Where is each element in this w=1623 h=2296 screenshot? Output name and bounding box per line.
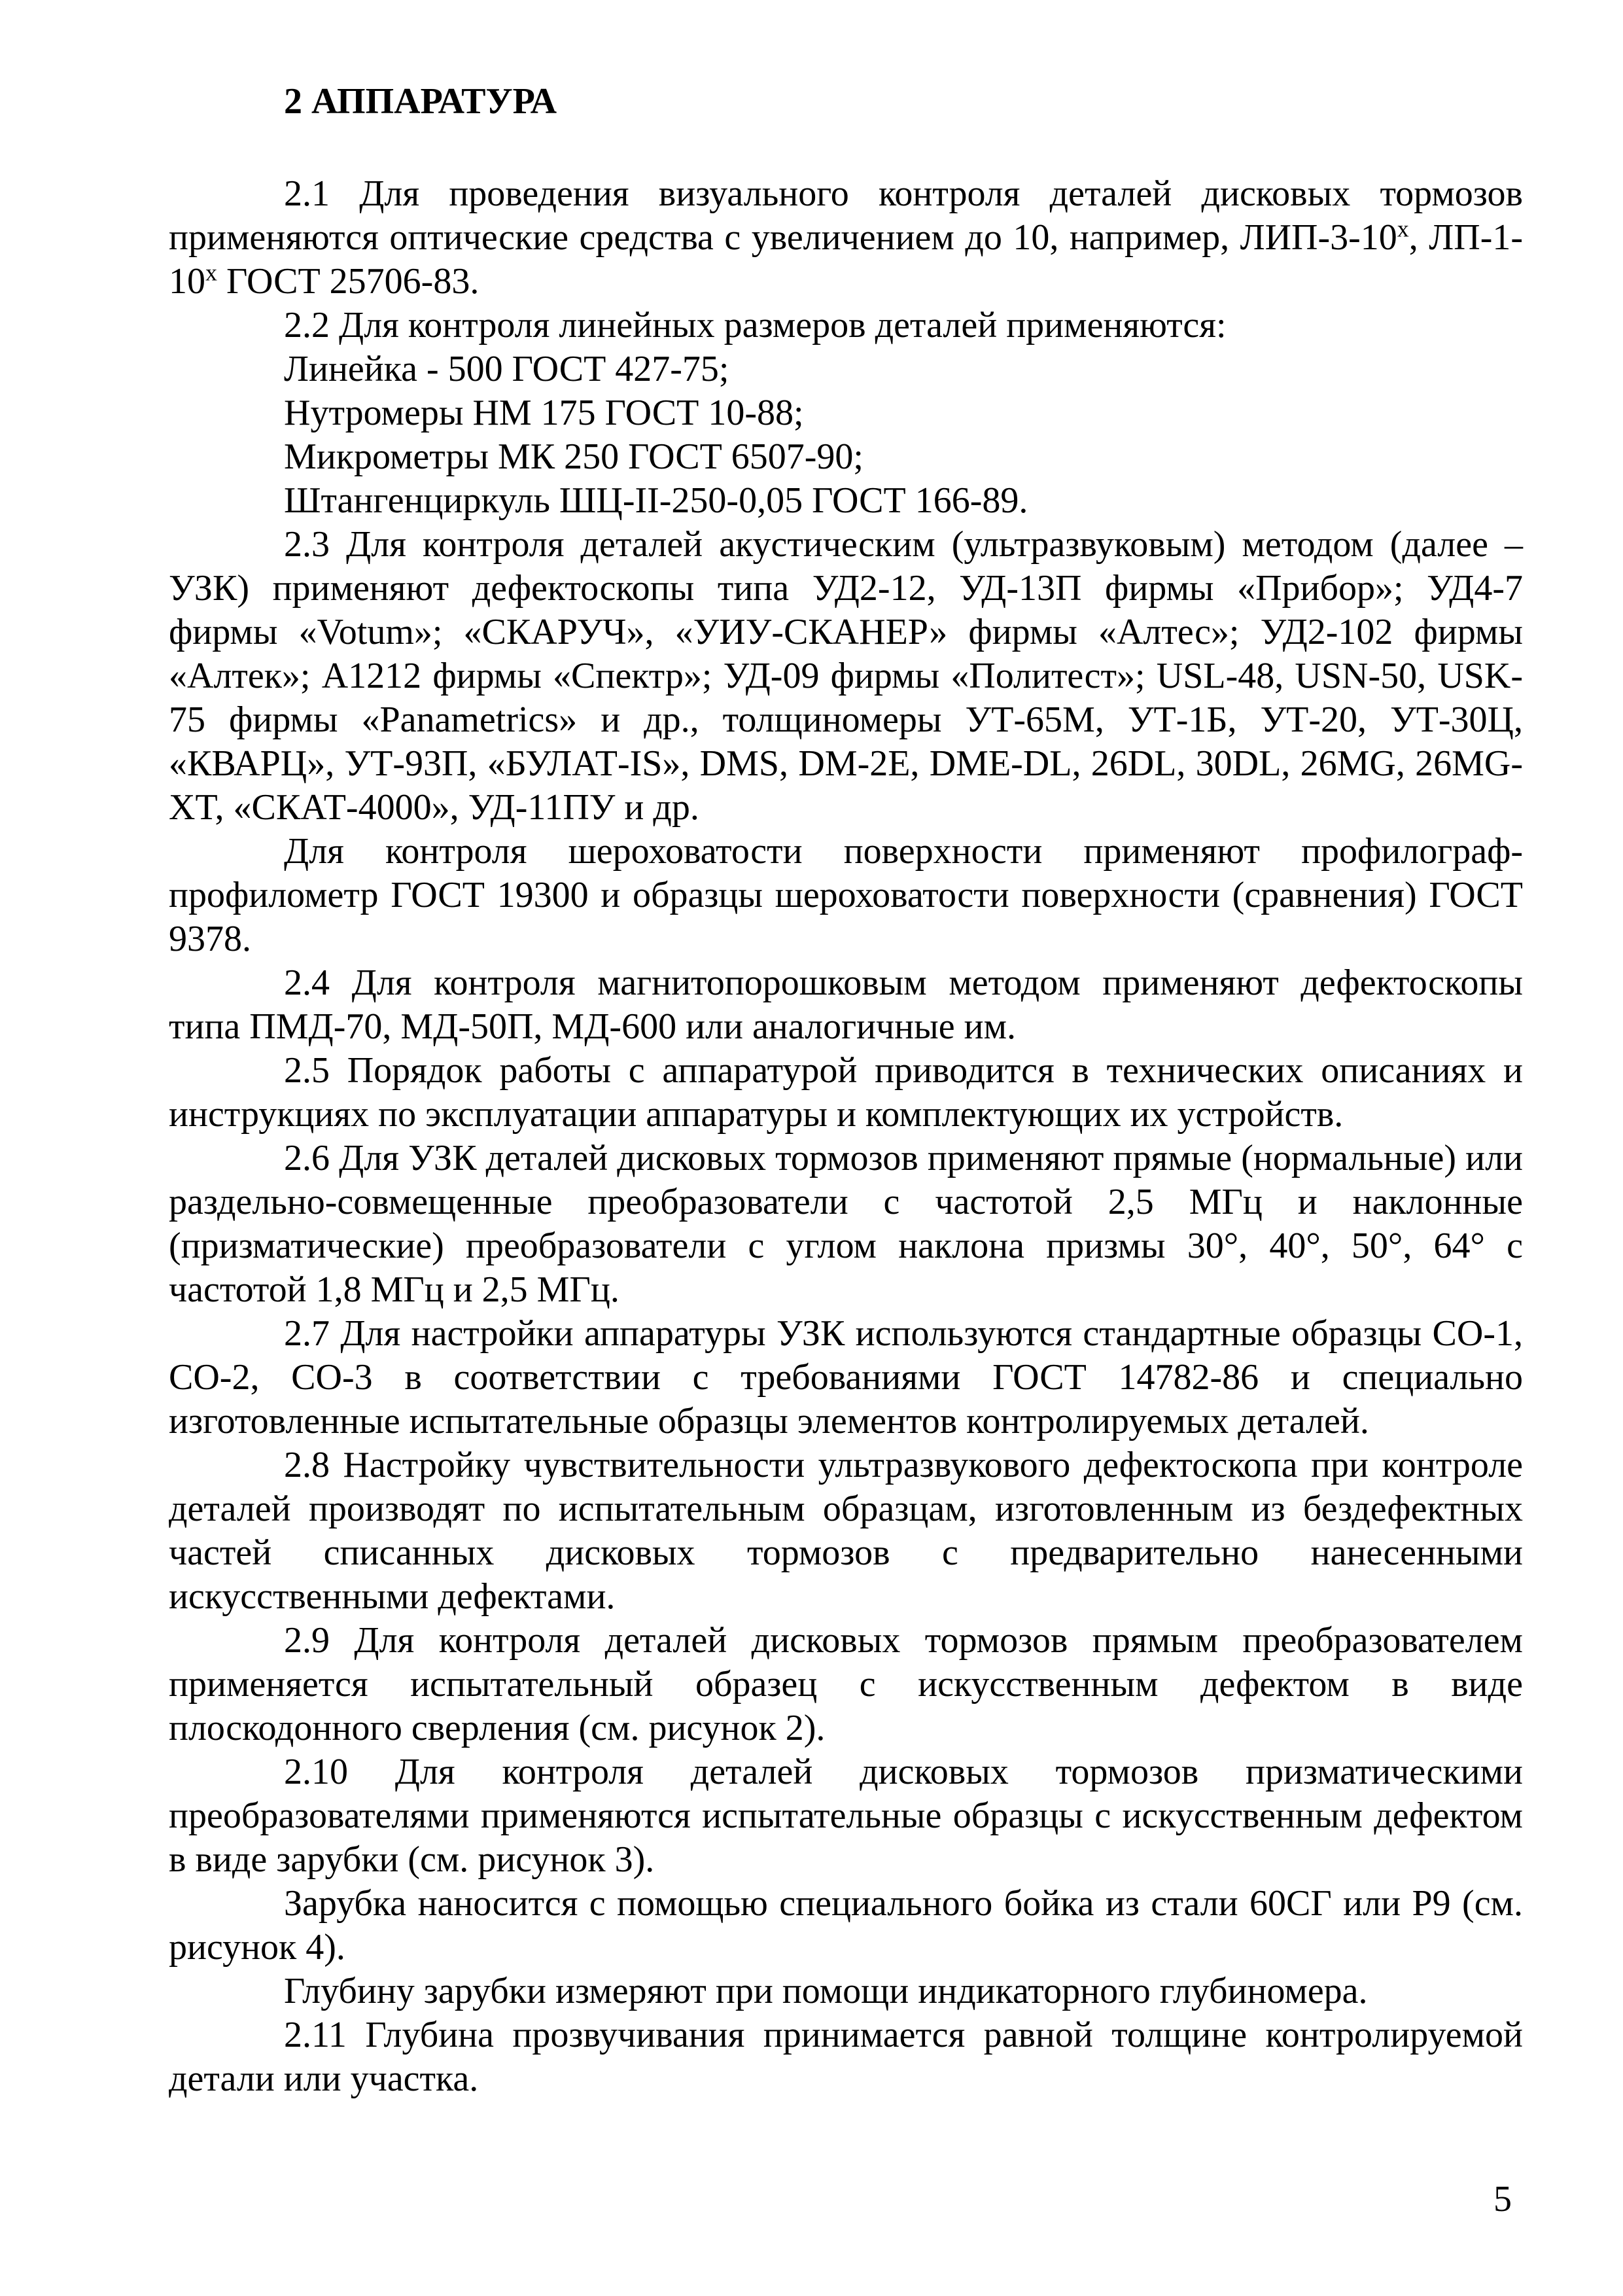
list-item: Нутромеры НМ 175 ГОСТ 10-88; — [284, 393, 804, 433]
paragraph-2-1: 2.1 Для проведения визуального контроля деталей дисковых тормозов применяются оптические средства с увеличением до 10, например, ЛИП-$3-10^х$, $ЛП-1-10^х$ ГОСТ 25706-83. — [169, 173, 1524, 302]
paragraph-2-3-roughness: Для контроля шероховатости поверхности применяют профилограф-профилометр ГОСТ 19300 и образцы шероховатости поверхности (сравнения) ГОСТ 9378. — [169, 831, 1523, 959]
body-text — [169, 172, 1523, 2101]
list-item: Штангенциркуль ШЦ-II-250-0,05 ГОСТ 166-89. — [284, 480, 1028, 521]
paragraph-2-7: 2.7 Для настройки аппаратуры УЗК используются стандартные образцы СО-1, СО-2, СО-3 в соответствии с требованиями ГОСТ 14782-86 и специально изготовленные испытательные образцы элементов контролируемых деталей. — [169, 1313, 1523, 1441]
list-item: Линейка - 500 ГОСТ 427-75; — [284, 349, 729, 389]
paragraph-2-3: 2.3 Для контроля деталей акустическим (ультразвуковым) методом (далее – УЗК) применяют дефектоскопы типа УД2-12, УД-13П фирмы «Прибор»; УД4-7 фирмы «Votum»; «СКАРУЧ», «УИУ-СКАНЕР» фирмы «Алтес»; УД2-102 фирмы «Алтек»; А1212 фирмы «Спектр»; УД-09 фирмы «Политест»; USL-48, USN-50, USK-75 фирмы «Panametrics» и др., толщиномеры УТ-65М, УТ-1Б, УТ-20, УТ-30Ц, «КВАРЦ», УТ-93П, «БУЛАТ-IS», DMS, DM-2E, DME-DL, 26DL, 30DL, 26MG, 26MG-XT, «СКАТ-4000», УД-11ПУ и др. — [169, 524, 1523, 828]
list-item: Микрометры МК 250 ГОСТ 6507-90; — [284, 436, 864, 477]
paragraph-2-10-depth: Глубину зарубки измеряют при помощи индикаторного глубиномера. — [284, 1971, 1368, 2011]
paragraph-2-10-notch: Зарубка наносится с помощью специального бойка из стали 60СГ или Р9 (см. рисунок 4). — [169, 1883, 1523, 1968]
paragraph-2-8: 2.8 Настройку чувствительности ультразвукового дефектоскопа при контроле деталей производят по испытательным образцам, изготовленным из бездефектных частей списанных дисковых тормозов с предварительно нанесенными искусственными дефектами. — [169, 1445, 1523, 1617]
page-number: 5 — [1493, 2179, 1512, 2219]
paragraph-2-2: 2.2 Для контроля линейных размеров деталей применяются: — [284, 305, 1227, 345]
paragraph-2-6: 2.6 Для УЗК деталей дисковых тормозов применяют прямые (нормальные) или раздельно-совмещенные преобразователи с частотой 2,5 МГц и наклонные (призматические) преобразователи с углом наклона призмы 30°, 40°, 50°, 64° с частотой 1,8 МГц и 2,5 МГц. — [169, 1138, 1523, 1310]
paragraph-2-10: 2.10 Для контроля деталей дисковых тормозов призматическими преобразователями применяются испытательные образцы с искусственным дефектом в виде зарубки (см. рисунок 3). — [169, 1752, 1523, 1880]
paragraph-2-4: 2.4 Для контроля магнитопорошковым методом применяют дефектоскопы типа ПМД-70, МД-50П, МД-600 или аналогичные им. — [169, 963, 1523, 1047]
section-title: 2 АППАРАТУРА — [284, 81, 557, 122]
paragraph-2-9: 2.9 Для контроля деталей дисковых тормозов прямым преобразователем применяется испытательный образец с искусственным дефектом в виде плоскодонного сверления (см. рисунок 2). — [169, 1620, 1523, 1748]
paragraph-2-11: 2.11 Глубина прозвучивания принимается равной толщине контролируемой детали или участка. — [169, 2015, 1523, 2099]
paragraph-2-5: 2.5 Порядок работы с аппаратурой приводится в технических описаниях и инструкциях по эксплуатации аппаратуры и комплектующих их устройств. — [169, 1050, 1523, 1135]
